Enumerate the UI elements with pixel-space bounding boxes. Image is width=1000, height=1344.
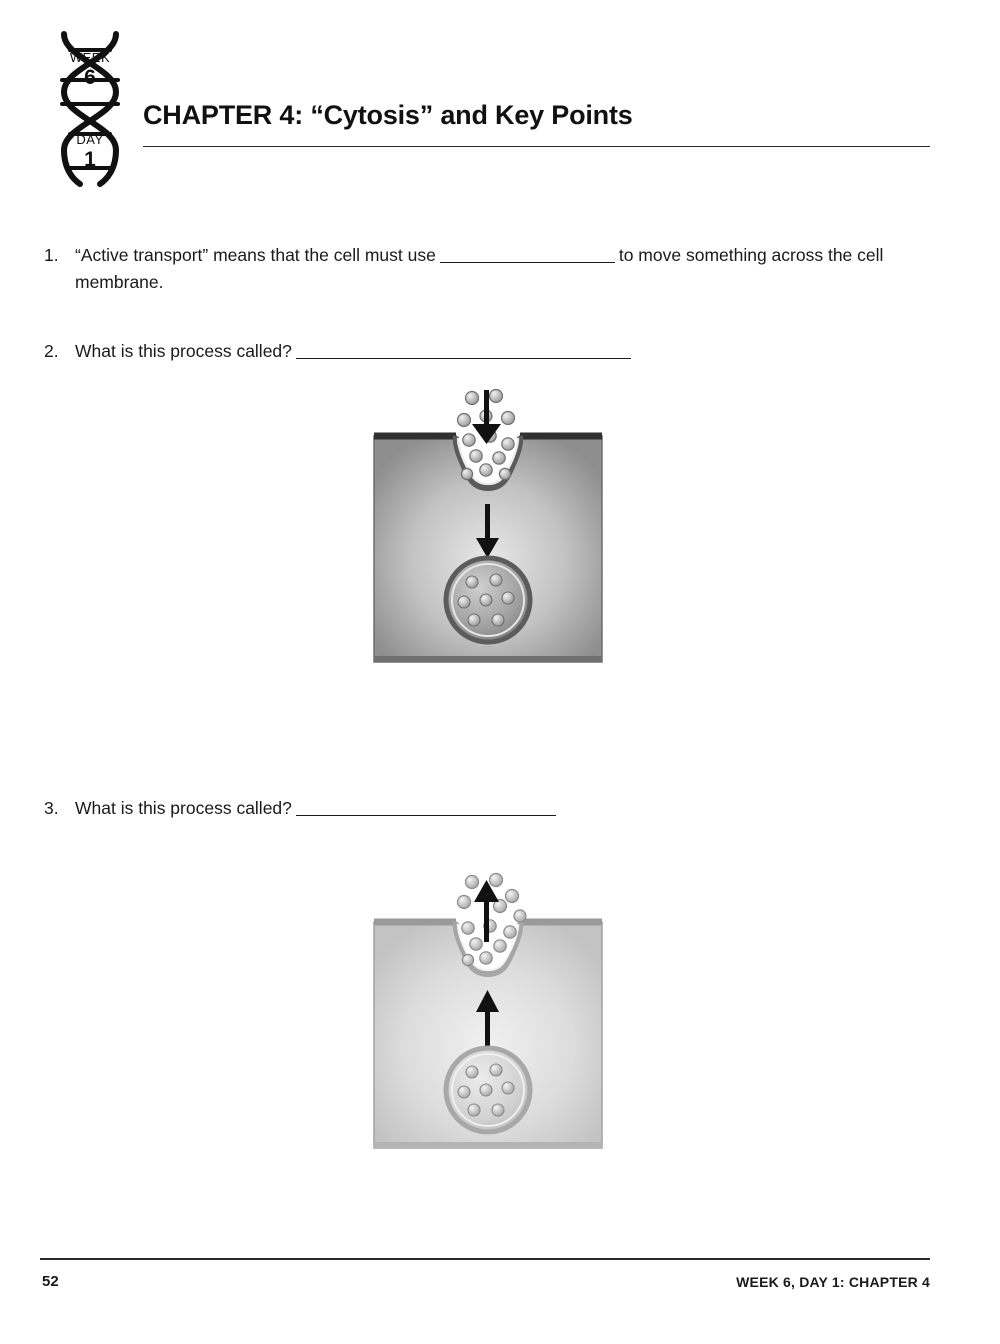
footer-divider: [40, 1258, 930, 1260]
question-3-number: 3.: [44, 798, 59, 818]
question-2-number: 2.: [44, 341, 59, 361]
vesicle: [446, 558, 530, 642]
badge-week-number: 6: [84, 66, 96, 89]
question-1-number: 1.: [44, 245, 59, 265]
page-title: CHAPTER 4: “Cytosis” and Key Points: [143, 100, 633, 130]
page-header: [0, 0, 1000, 200]
question-3-body: [75, 795, 905, 822]
question-1-text-after: to move something across the cell membrane.: [75, 245, 884, 293]
badge-day-number: 1: [84, 148, 96, 171]
badge-week-label: WEEK: [69, 50, 111, 65]
question-2-answer-blank[interactable]: [296, 341, 631, 359]
endocytosis-diagram: [368, 382, 608, 707]
dna-helix-icon: [40, 28, 140, 188]
footer-reference: WEEK 6, DAY 1: CHAPTER 4: [736, 1274, 930, 1290]
question-2-text-before: What is this process called?: [75, 341, 292, 361]
question-3-text-before: What is this process called?: [75, 798, 292, 818]
title-divider: [143, 146, 930, 147]
badge-day-label: DAY: [76, 132, 104, 147]
page-number: 52: [42, 1273, 59, 1290]
question-1-body: [75, 242, 905, 296]
question-2-body: [75, 338, 905, 365]
vesicle: [446, 1048, 530, 1132]
question-1-answer-blank[interactable]: [440, 245, 615, 263]
exocytosis-diagram: [368, 868, 608, 1193]
question-1-text-before: “Active transport” means that the cell must use: [75, 245, 436, 265]
question-3-answer-blank[interactable]: [296, 798, 556, 816]
